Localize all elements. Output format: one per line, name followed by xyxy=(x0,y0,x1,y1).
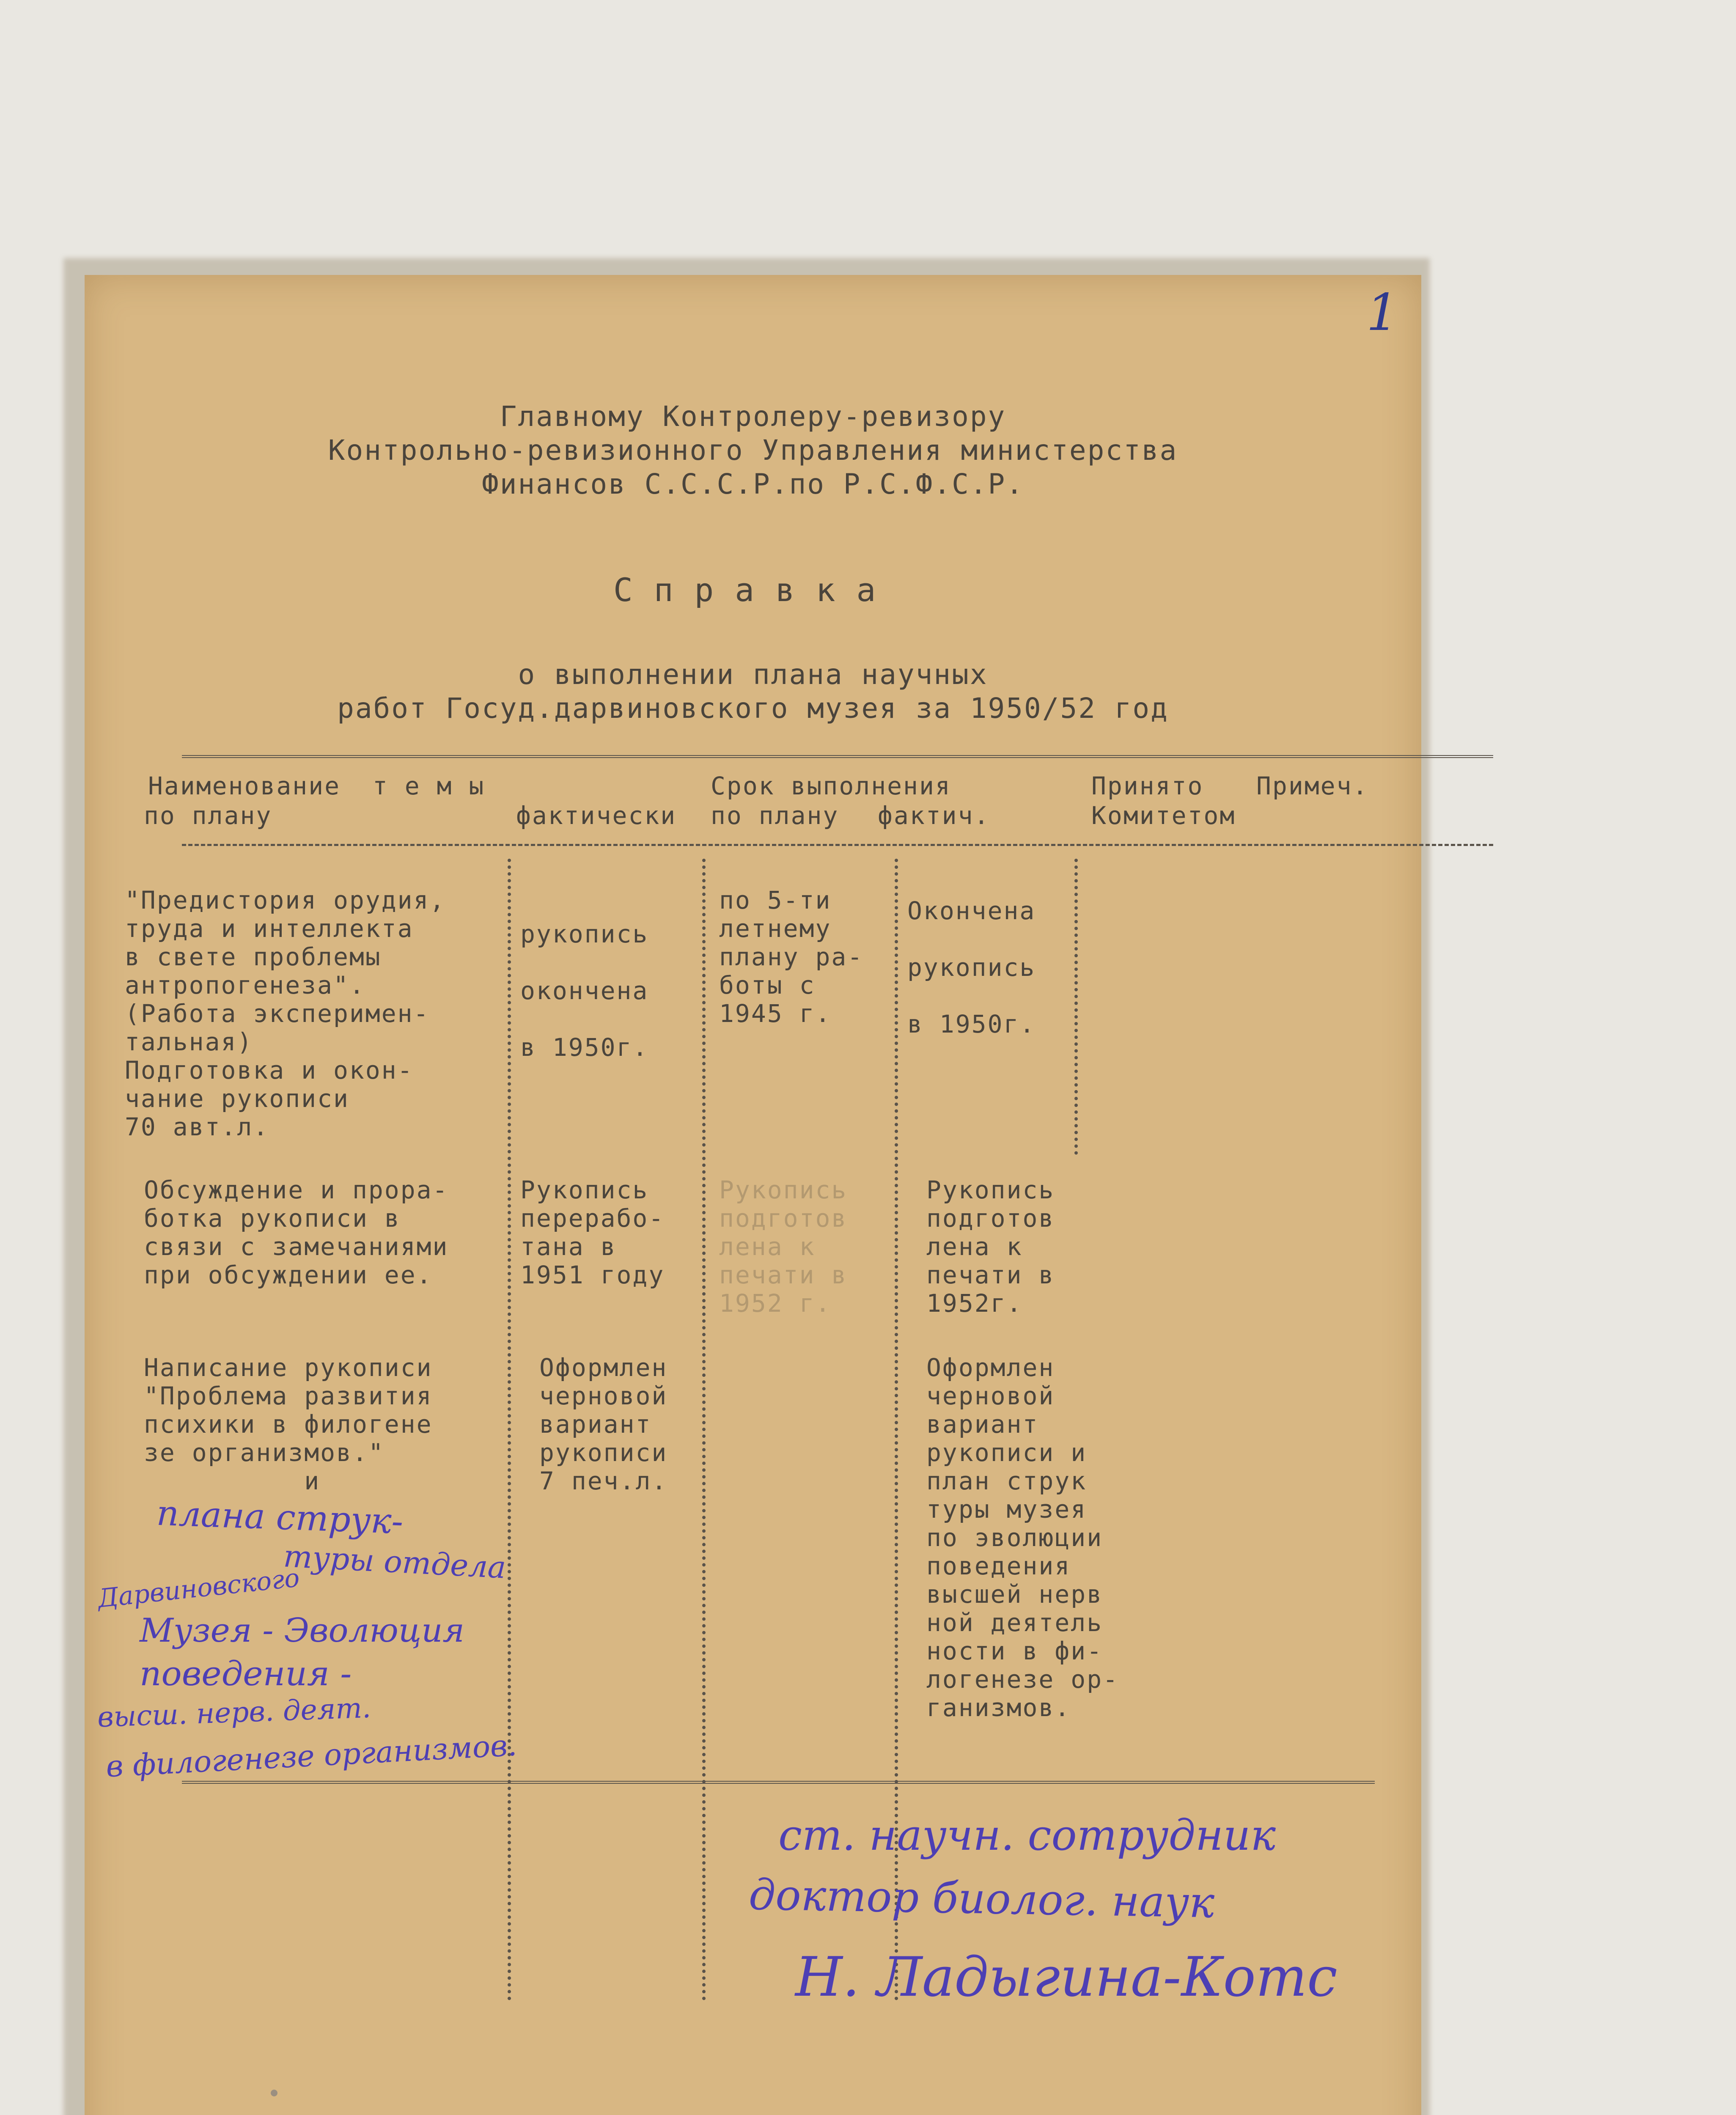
header-by-plan: по плану xyxy=(144,801,272,830)
row-3-term-actual: Оформлен черновой вариант рукописи и план струк туры музея по эволюции поведения высшей нерв ной деятель ности в фи- логенезе ор- ганизмов. xyxy=(926,1353,1119,1722)
page-number: 1 xyxy=(1366,283,1399,342)
header-term-by-plan: по плану xyxy=(711,801,839,830)
handwritten-insert-line-4: Музея - Эволюция xyxy=(140,1612,465,1650)
handwritten-insert-line-6: высш. нерв. деят. xyxy=(96,1691,372,1734)
header-term-label: Срок выполнения xyxy=(711,772,951,800)
row-2-term-actual: Рукопись подготов лена к печати в 1952г. xyxy=(926,1176,1055,1318)
column-separator-1 xyxy=(508,859,511,2001)
handwritten-insert-line-1: плана струк- xyxy=(156,1493,404,1542)
signature-position: ст. научн. сотрудник xyxy=(778,1810,1276,1860)
header-by-committee: Комитетом xyxy=(1091,801,1236,830)
subtitle-line-2: работ Госуд.дарвиновского музея за 1950/52 год xyxy=(337,692,1169,725)
subtitle-line-1: о выполнении плана научных xyxy=(518,658,988,691)
header-bottom-rule xyxy=(182,844,1493,846)
header-name-label: Наименование т е м ы xyxy=(148,772,485,800)
table-bottom-rule xyxy=(182,1781,1375,1784)
row-1-plan: "Предистория орудия, труда и интеллекта в свете проблемы антропогенеза". (Работа эксперимен- тальная) Подготовка и окон- чание рукописи 70 авт.л. xyxy=(125,886,446,1141)
paper-spot xyxy=(271,2090,277,2096)
addressee-line-3: Финансов С.С.С.Р.по Р.С.Ф.С.Р. xyxy=(481,468,1025,500)
handwritten-insert-line-3: Дарвиновского xyxy=(96,1563,301,1614)
document-sheet xyxy=(85,275,1421,2115)
document-title: Справка xyxy=(613,571,897,609)
addressee-line-2: Контрольно-ревизионного Управления министерства xyxy=(328,434,1178,467)
handwritten-insert-line-7: в филогенезе организмов. xyxy=(105,1728,518,1784)
row-2-term-plan: Рукопись подготов лена к печати в 1952 г. xyxy=(719,1176,848,1318)
column-separator-4 xyxy=(1074,859,1078,1155)
signature-name: Н. Ладыгина-Котс xyxy=(795,1946,1338,2009)
row-2-plan: Обсуждение и прора- ботка рукописи в связи с замечаниями при обсуждении ее. xyxy=(144,1176,449,1289)
row-1-term-plan: по 5-ти летнему плану ра- боты с 1945 г. xyxy=(719,886,864,1028)
handwritten-insert-line-5: поведения - xyxy=(140,1654,352,1693)
header-notes: Примеч. xyxy=(1256,772,1369,800)
addressee-line-1: Главному Контролеру-ревизору xyxy=(500,400,1006,433)
signature-degree: доктор биолог. наук xyxy=(748,1870,1215,1928)
row-1-actual: рукопись окончена в 1950г. xyxy=(520,920,649,1062)
header-actually: фактически xyxy=(516,801,677,830)
handwritten-insert-line-2: туры отдела xyxy=(283,1538,507,1585)
row-3-actual: Оформлен черновой вариант рукописи 7 печ.л. xyxy=(539,1353,668,1495)
column-separator-2 xyxy=(702,859,706,2001)
table-top-rule xyxy=(182,755,1493,758)
row-1-term-actual: Окончена рукопись в 1950г. xyxy=(907,896,1036,1038)
row-2-actual: Рукопись перерабо- тана в 1951 году xyxy=(520,1176,665,1289)
header-accepted: Принято xyxy=(1091,772,1204,800)
header-term-actual: фактич. xyxy=(878,801,990,830)
row-3-plan: Написание рукописи "Проблема развития психики в филогене зе организмов." и xyxy=(144,1353,433,1495)
